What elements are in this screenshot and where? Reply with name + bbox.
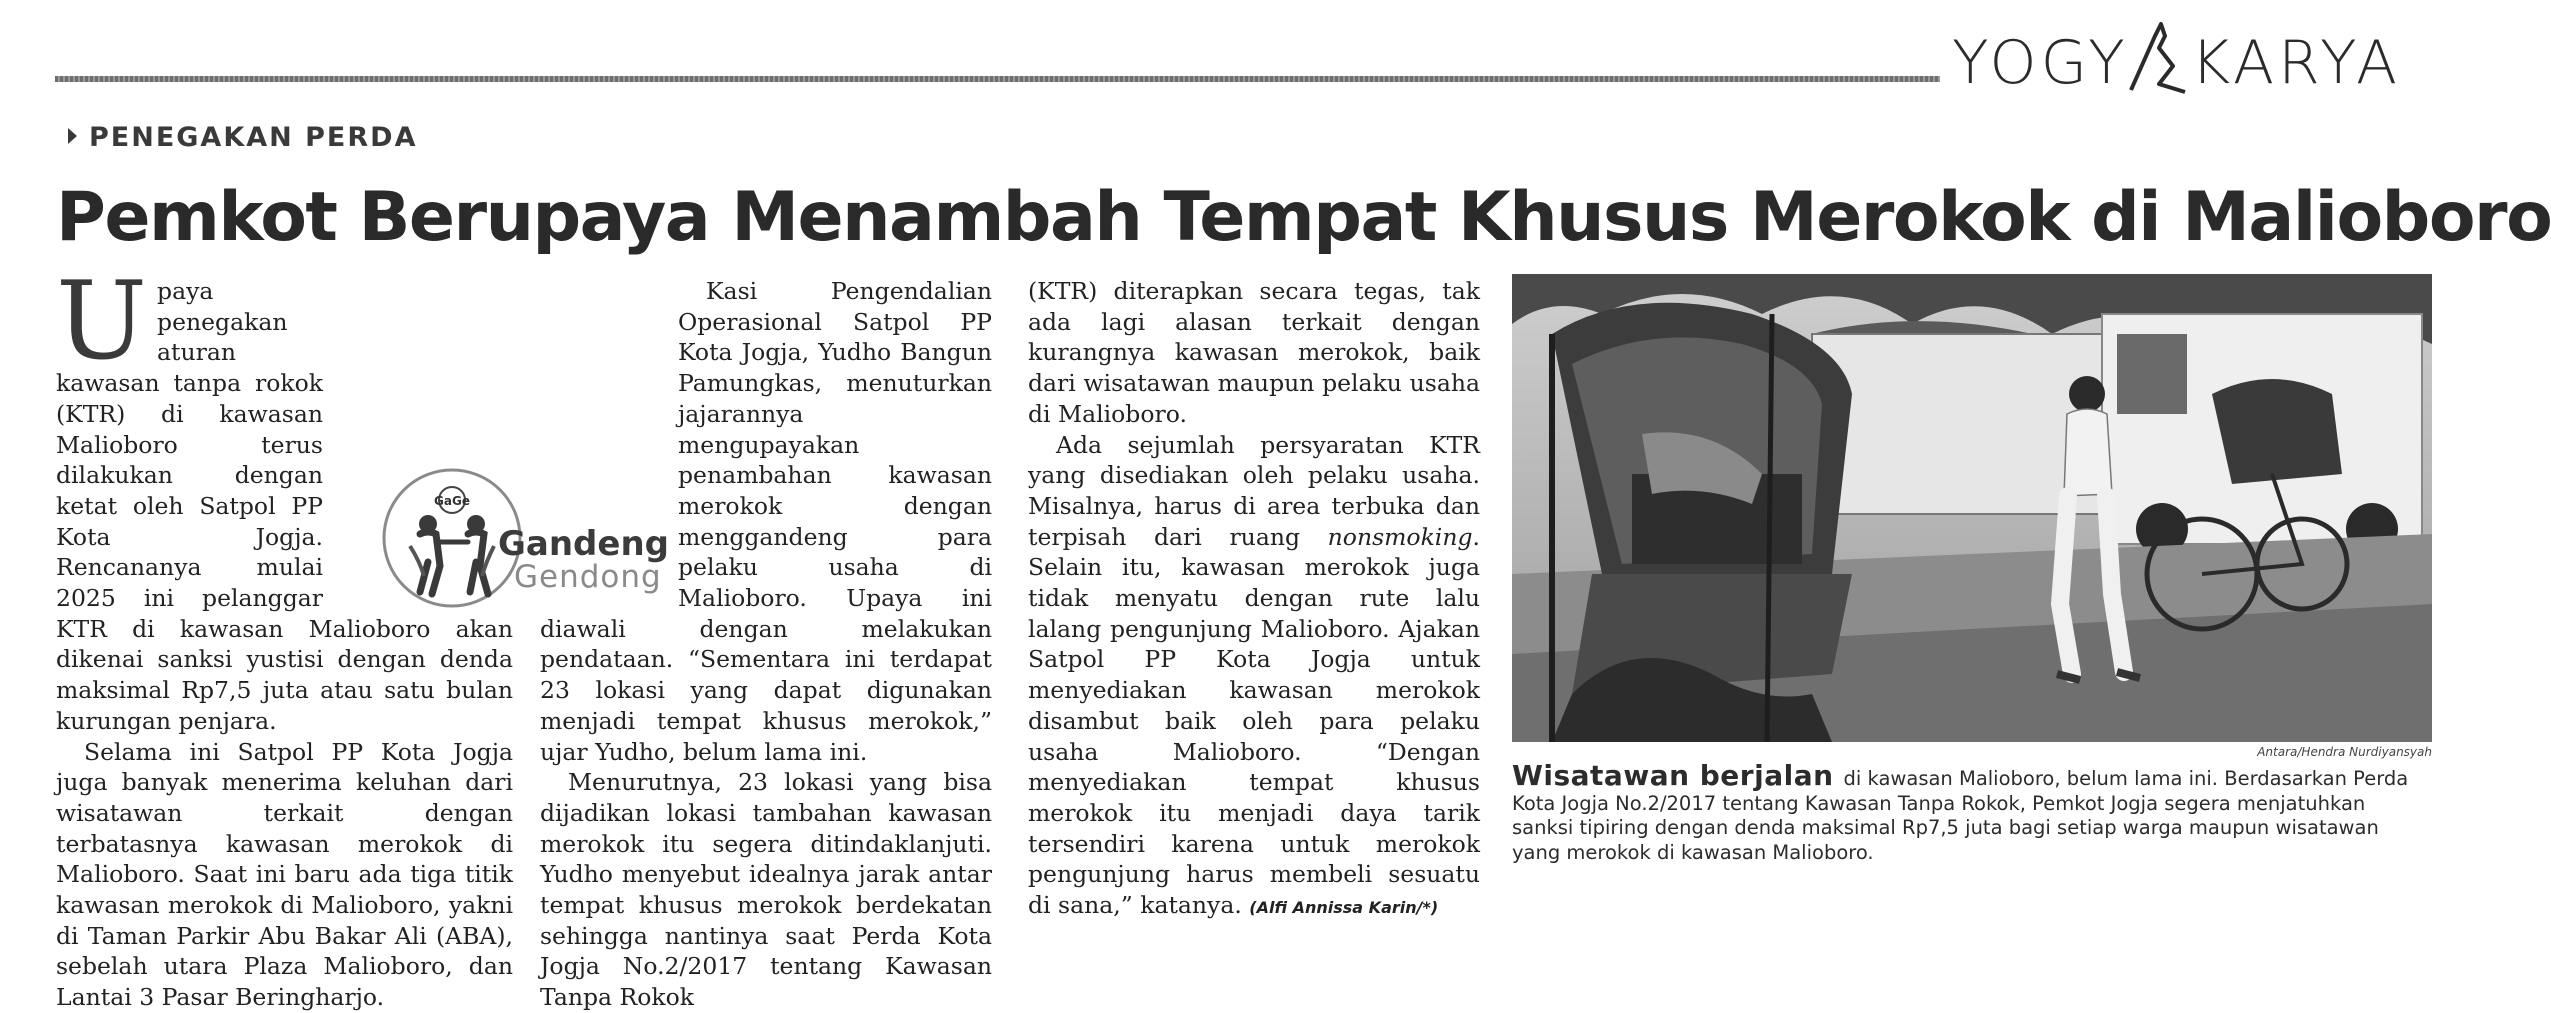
article-byline: (Alfi Annissa Karin/*) (1249, 898, 1439, 918)
drop-cap: U (56, 259, 148, 384)
brand-text-left: YOGY (1952, 28, 2129, 98)
news-photo (1512, 274, 2432, 742)
caption-body: di kawasan Malioboro, belum lama ini. Berdasarkan Perda Kota Jogja No.2/2017 tentang Kawasan Tanpa Rokok, Pemkot Jogja segera menjatuhkan sanksi tipiring dengan denda maksimal Rp7,5 juta bagi setiap warga maupun wisatawan yang merokok di kawasan Malioboro. (1512, 767, 2409, 864)
column-3-emphasis: nonsmoking (1327, 522, 1473, 551)
logo-text-gendong: Gendong (514, 559, 662, 595)
logo-badge-text: GaGe (434, 494, 470, 508)
logo-text-gandeng: Gandeng (498, 524, 669, 564)
kicker-triangle-icon (68, 128, 77, 144)
column-3-paragraph-2 (1028, 430, 1480, 924)
kicker-label: PENEGAKAN PERDA (89, 122, 418, 153)
photo-caption (1512, 759, 2432, 894)
article-headline: Pemkot Berupaya Menambah Tempat Khusus Merokok di Malioboro (56, 178, 2551, 257)
column-2-paragraph-2: Menurutnya, 23 lokasi yang bisa dijadikan lokasi tambahan kawasan merokok itu segera ditindaklanjuti. Yudho menyebut idealnya jarak antar tempat khusus merokok berdekatan sehingga nantinya saat Perda Kota Jogja No.2/2017 tentang Kawasan Tanpa Rokok (540, 768, 992, 1012)
brand-text-right: KARYA (2190, 28, 2401, 98)
column-3-paragraph-1: (KTR) diterapkan secara tegas, tak ada lagi alasan terkait dengan kurangnya kawasan merokok, baik dari wisatawan maupun pelaku usaha di Malioboro. (1028, 277, 1480, 428)
masthead-rule (55, 76, 1940, 82)
photo-credit: Antara/Hendra Nurdiyansyah (2257, 745, 2432, 759)
gandeng-gendong-logo (380, 466, 680, 634)
section-kicker (68, 118, 417, 158)
article-column-3 (1028, 276, 1480, 920)
column-1-paragraph-2: Selama ini Satpol PP Kota Jogja juga banyak menerima keluhan dari wisatawan terkait dengan terbatasnya kawasan merokok di Malioboro. Saat ini baru ada tiga titik kawasan merokok di Malioboro, yakni di Taman Parkir Abu Bakar Ali (ABA), sebelah utara Plaza Malioboro, dan Lantai 3 Pasar Beringharjo. (56, 737, 513, 1012)
caption-lead: Wisatawan berjalan (1512, 759, 1834, 792)
column-3-paragraph-2-a: Ada sejumlah persyaratan KTR yang disediakan oleh pelaku usaha. Misalnya, harus di area terbuka dan terpisah dari ruang (1028, 430, 1480, 551)
column-2-paragraph-1: Kasi Pengendalian Operasional Satpol PP Kota Jogja, Yudho Bangun Pamungkas, menuturkan jajarannya mengupayakan penambahan kawasan merokok dengan menggandeng para pelaku usaha di Malioboro. Upaya ini diawali dengan melakukan pendataan. “Sementara ini terdapat 23 lokasi yang dapat digunakan menjadi tempat khusus merokok,” ujar Yudho, belum lama ini. (540, 277, 992, 766)
column-3-paragraph-2-b: . Selain itu, kawasan merokok juga tidak menyatu dengan rute lalu lalang pengunjung Malioboro. Ajakan Satpol PP Kota Jogja untuk menyediakan kawasan merokok disambut baik oleh para pelaku usaha Malioboro. “Dengan menyediakan tempat khusus merokok itu menjadi daya tarik tersendiri karena untuk merokok pengunjung harus membeli sesuatu di sana,” katanya. (1028, 522, 1480, 920)
column-1-paragraph-1: paya penegakan aturan kawasan tanpa rokok (KTR) di kawasan Malioboro terus dilakukan dengan ketat oleh Satpol PP Kota Jogja. Rencananya mulai 2025 ini pelanggar KTR di kawasan Malioboro akan dikenai sanksi yustisi dengan denda maksimal Rp7,5 juta atau satu bulan kurungan penjara. (56, 277, 513, 735)
brand-tugu-icon (2125, 18, 2195, 108)
masthead-brand (1952, 18, 2452, 108)
becak-street-photo-image (1512, 274, 2432, 742)
